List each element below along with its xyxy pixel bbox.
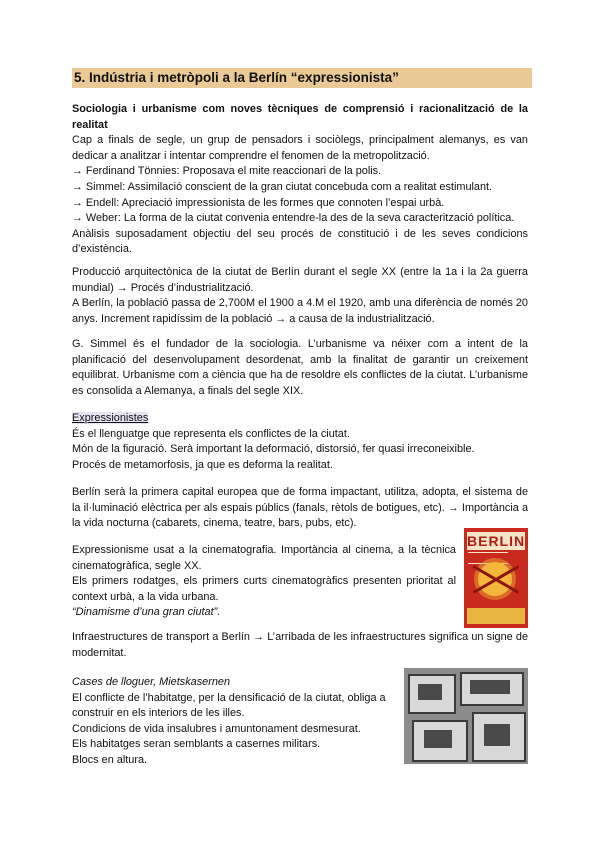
sociology-item: → Simmel: Assimilació conscient de la gran ciutat concebuda com a realitat estimulant. xyxy=(72,180,493,193)
berlin-capital-paragraph: Berlín serà la primera capital europea que de forma impactant, utilitza, adopta, el sistema de la il·luminació elèctrica per als espais públics (fanals, rètols de botigues, etc). → Importància a la vida nocturna (cabarets, cinema, teatre, bars, pubs, etc). xyxy=(72,486,528,530)
housing-line: Condicions de vida insalubres i amuntonament desmesurat. xyxy=(72,722,361,735)
production-section xyxy=(72,265,528,327)
expressionists-line: Món de la figuració. Serà important la deformació, distorsió, fer quasi irreconeixible. xyxy=(72,443,475,456)
sociology-title: Sociologia i urbanisme com noves tècniques de comprensió i racionalització de la realitat xyxy=(72,103,528,131)
production-paragraph-2: A Berlín, la població passa de 2,700M el 1900 a 4.M el 1920, amb una diferència de només 20 anys. Increment rapidíssim de la població → a causa de la industrialització. xyxy=(72,297,528,325)
sociology-section xyxy=(72,102,528,258)
housing-line: El conflicte de l’habitatge, per la densificació de la ciutat, obliga a construir en els interiors de les illes. xyxy=(72,691,386,720)
transport-paragraph: Infraestructures de transport a Berlín → L’arribada de les infraestructures significa un signe de modernitat. xyxy=(72,631,528,659)
housing-line: Blocs en altura. xyxy=(72,753,148,766)
simmel-paragraph: G. Simmel és el fundador de la sociologia. L’urbanisme va néixer com a intent de la planificació del desenvolupament desordenat, amb la finalitat de garantir un creixement equilibrat. Urbanisme com a ciència que ha de resoldre els conflictes de la ciutat. L’urbanisme es consolida a Alemanya, a finals del segle XIX. xyxy=(72,338,528,397)
mietskasernen-aerial-photo xyxy=(404,668,528,764)
expressionists-line: És el llenguatge que representa els conflictes de la ciutat. xyxy=(72,427,350,440)
cinema-paragraph-1: Expressionisme usat a la cinematografia. Importància al cinema, a la tècnica cinematogràfica, segle XX. xyxy=(72,544,456,572)
sociology-analysis: Anàlisis suposadament objectiu del seu procés de constitució i de les seves condicions d’existència. xyxy=(72,227,528,256)
poster-title: BERLIN xyxy=(467,533,526,549)
berlin-film-poster xyxy=(464,528,528,628)
expressionists-section xyxy=(72,411,528,473)
cinema-paragraph-2: Els primers rodatges, els primers curts cinematogràfics presenten prioritat al context urbà, a la vida urbana. xyxy=(72,575,456,603)
section-heading-highlight xyxy=(72,68,532,88)
expressionists-title: Expressionistes xyxy=(72,412,149,424)
sociology-item: → Ferdinand Tönnies: Proposava el mite reaccionari de la polis. xyxy=(72,165,382,178)
cinema-section xyxy=(72,543,456,621)
housing-line: Els habitatges seran semblants a casernes militars. xyxy=(72,738,321,751)
housing-title: Cases de lloguer, Mietskasernen xyxy=(72,676,230,688)
expressionists-line: Procés de metamorfosis, ja que es deforma la realitat. xyxy=(72,458,333,471)
production-paragraph-1: Producció arquitectònica de la ciutat de Berlín durant el segle XX (entre la 1a i la 2a guerra mundial) → Procés d’industrialització. xyxy=(72,266,528,294)
sociology-item: → Endell: Apreciació impressionista de les formes que connoten l’espai urbà. xyxy=(72,196,445,209)
section-heading: 5. Indústria i metròpoli a la Berlín “expressionista” xyxy=(74,70,399,85)
transport-section xyxy=(72,630,528,661)
sociology-item: → Weber: La forma de la ciutat convenia entendre-la des de la seva caracterització política. xyxy=(72,212,515,225)
sociology-intro: Cap a finals de segle, un grup de pensadors i sociòlegs, principalment alemanys, es van dedicar a analitzar i intentar comprendre el fenomen de la metropolització. xyxy=(72,134,528,162)
berlin-capital-section xyxy=(72,485,528,532)
simmel-section xyxy=(72,337,528,399)
cinema-quote: “Dinamisme d’una gran ciutat”. xyxy=(72,606,221,619)
housing-section xyxy=(72,675,392,769)
